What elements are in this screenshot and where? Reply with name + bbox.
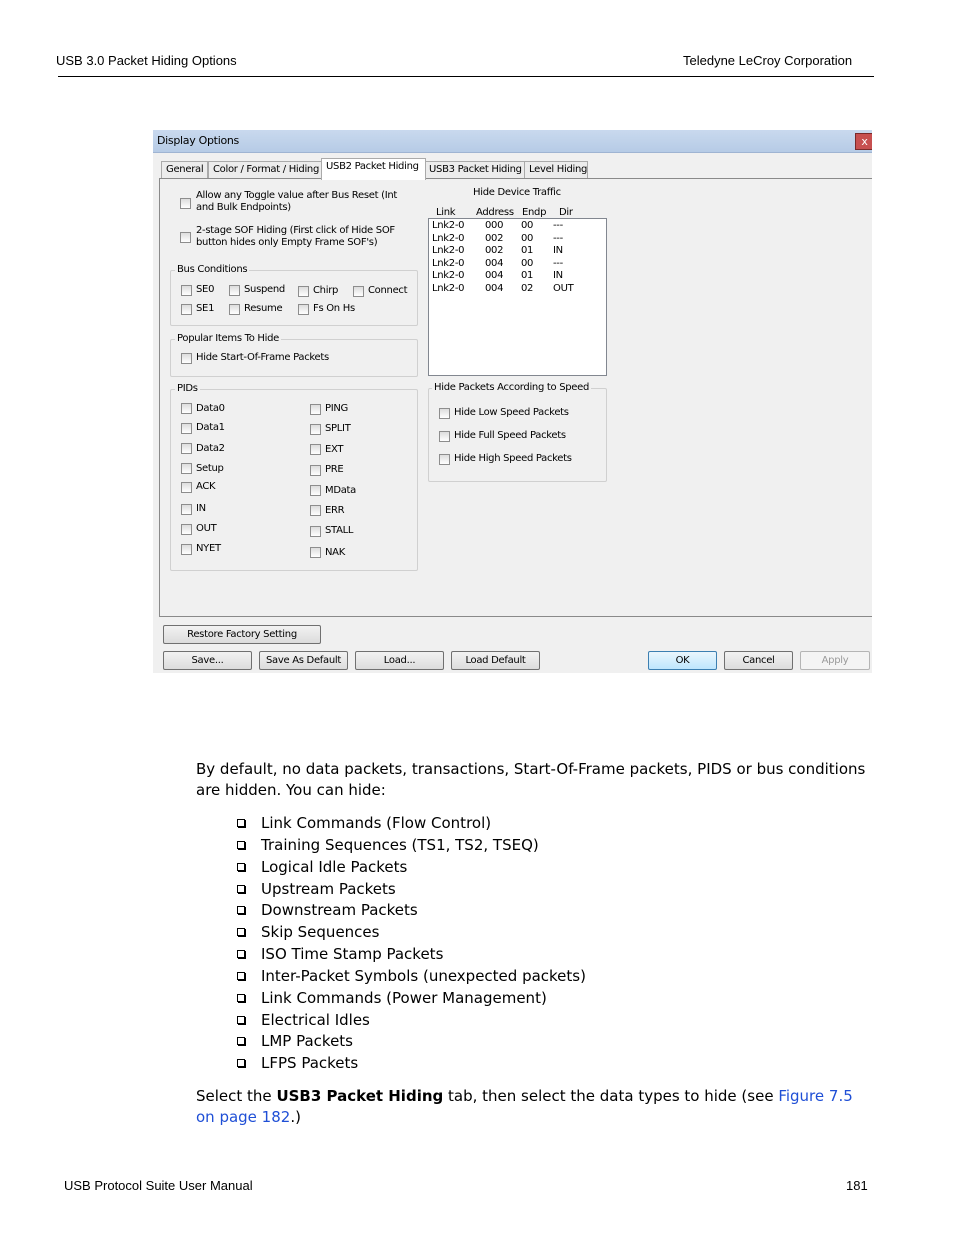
list-item-link: Lnk2-0 xyxy=(432,258,465,269)
bullet-icon xyxy=(237,1016,245,1024)
bullet-icon xyxy=(237,1059,245,1067)
list-item-endp: 02 xyxy=(521,283,534,294)
data2-checkbox[interactable] xyxy=(181,443,192,454)
ack-label: ACK xyxy=(196,481,216,492)
list-item-link: Lnk2-0 xyxy=(432,220,465,231)
list-item-dir: --- xyxy=(553,258,563,269)
list-item: Logical Idle Packets xyxy=(237,856,407,878)
device-traffic-title: Hide Device Traffic xyxy=(473,187,561,198)
apply-button[interactable]: Apply xyxy=(800,651,870,670)
data1-label: Data1 xyxy=(196,422,225,433)
se0-checkbox[interactable] xyxy=(181,285,192,296)
list-item-address: 002 xyxy=(485,245,504,256)
list-item: Link Commands (Power Management) xyxy=(237,987,547,1009)
tab-usb3-packet-hiding[interactable]: USB3 Packet Hiding xyxy=(424,161,526,179)
intro-paragraph: By default, no data packets, transactions, Start-Of-Frame packets, PIDS or bus conditions are hidden. You can hide: xyxy=(196,760,866,799)
chirp-checkbox[interactable] xyxy=(298,286,309,297)
list-item-dir: --- xyxy=(553,220,563,231)
hide-full-speed-checkbox[interactable] xyxy=(439,431,450,442)
bullet-icon xyxy=(237,950,245,958)
split-checkbox[interactable] xyxy=(310,424,321,435)
list-item-endp: 00 xyxy=(521,233,534,244)
out-checkbox[interactable] xyxy=(181,524,192,535)
in-label: IN xyxy=(196,503,206,514)
header-rule xyxy=(58,76,874,77)
closing-paragraph: Select the USB3 Packet Hiding tab, then select the data types to hide (see Figure 7.5 on page 182.) xyxy=(196,1087,853,1126)
running-header-right: Teledyne LeCroy Corporation xyxy=(683,53,853,68)
setup-label: Setup xyxy=(196,463,224,474)
se1-checkbox[interactable] xyxy=(181,304,192,315)
bus-conditions-title: Bus Conditions xyxy=(177,264,248,275)
nyet-label: NYET xyxy=(196,543,221,554)
popular-items-group xyxy=(170,333,418,377)
list-item-link: Lnk2-0 xyxy=(432,233,465,244)
hide-sof-checkbox[interactable] xyxy=(181,353,192,364)
nak-checkbox[interactable] xyxy=(310,547,321,558)
dialog-titlebar xyxy=(153,130,872,153)
display-options-dialog xyxy=(153,130,872,673)
speed-group xyxy=(428,382,607,482)
hide-full-speed-label: Hide Full Speed Packets xyxy=(454,430,566,441)
list-item-address: 002 xyxy=(485,233,504,244)
chirp-label: Chirp xyxy=(313,285,339,296)
list-item-address: 004 xyxy=(485,283,504,294)
cancel-button[interactable]: Cancel xyxy=(724,651,793,670)
list-item: Link Commands (Flow Control) xyxy=(237,812,491,834)
pre-checkbox[interactable] xyxy=(310,465,321,476)
data2-label: Data2 xyxy=(196,443,225,454)
pids-group xyxy=(170,383,418,571)
list-item: Electrical Idles xyxy=(237,1009,370,1031)
tab-pane xyxy=(159,178,872,617)
setup-checkbox[interactable] xyxy=(181,463,192,474)
bus-conditions-group xyxy=(170,264,418,326)
stall-checkbox[interactable] xyxy=(310,526,321,537)
tab-general[interactable]: General xyxy=(161,161,208,179)
out-label: OUT xyxy=(196,523,217,534)
pids-title: PIDs xyxy=(177,383,198,394)
tab-usb2-packet-hiding[interactable]: USB2 Packet Hiding xyxy=(321,158,426,180)
pre-label: PRE xyxy=(325,464,344,475)
list-item-link: Lnk2-0 xyxy=(432,245,465,256)
dialog-title: Display Options xyxy=(157,134,239,147)
col-link: Link xyxy=(436,207,456,218)
nak-label: NAK xyxy=(325,547,345,558)
list-item: LFPS Packets xyxy=(237,1052,358,1074)
stall-label: STALL xyxy=(325,525,354,536)
connect-checkbox[interactable] xyxy=(353,286,364,297)
resume-label: Resume xyxy=(244,303,283,314)
list-item: Inter-Packet Symbols (unexpected packets) xyxy=(237,965,586,987)
running-header-left: USB 3.0 Packet Hiding Options xyxy=(56,53,237,68)
load-default-button[interactable]: Load Default xyxy=(451,651,540,670)
data0-checkbox[interactable] xyxy=(181,403,192,414)
suspend-checkbox[interactable] xyxy=(229,285,240,296)
ack-checkbox[interactable] xyxy=(181,482,192,493)
allow-toggle-label: Allow any Toggle value after Bus Reset (Int and Bulk Endpoints) xyxy=(196,190,398,213)
list-item: LMP Packets xyxy=(237,1030,353,1052)
col-dir: Dir xyxy=(559,207,573,218)
nyet-checkbox[interactable] xyxy=(181,544,192,555)
list-item-endp: 01 xyxy=(521,245,534,256)
list-item: Downstream Packets xyxy=(237,899,418,921)
ok-button[interactable]: OK xyxy=(648,651,717,670)
save-button[interactable]: Save... xyxy=(163,651,252,670)
list-item-address: 000 xyxy=(485,220,504,231)
bullet-icon xyxy=(237,819,245,827)
bullet-icon xyxy=(237,1037,245,1045)
list-item-link: Lnk2-0 xyxy=(432,270,465,281)
ext-checkbox[interactable] xyxy=(310,444,321,455)
close-icon[interactable]: x xyxy=(855,133,872,150)
list-item-endp: 01 xyxy=(521,270,534,281)
list-item: ISO Time Stamp Packets xyxy=(237,943,443,965)
tab-level-hiding[interactable]: Level Hiding xyxy=(524,161,588,179)
save-as-default-button[interactable]: Save As Default xyxy=(259,651,348,670)
err-checkbox[interactable] xyxy=(310,505,321,516)
list-item-dir: --- xyxy=(553,233,563,244)
hide-high-speed-label: Hide High Speed Packets xyxy=(454,453,572,464)
bullet-icon xyxy=(237,841,245,849)
two-stage-sof-label: 2-stage SOF Hiding (First click of Hide SOF button hides only Empty Frame SOF's) xyxy=(196,225,395,248)
split-label: SPLIT xyxy=(325,423,351,434)
data1-checkbox[interactable] xyxy=(181,423,192,434)
col-address: Address xyxy=(476,207,514,218)
footer-title: USB Protocol Suite User Manual xyxy=(64,1178,253,1193)
page-number: 181 xyxy=(846,1178,868,1193)
ping-label: PING xyxy=(325,403,349,414)
hide-low-speed-label: Hide Low Speed Packets xyxy=(454,407,569,418)
mdata-label: MData xyxy=(325,485,357,496)
list-item-dir: OUT xyxy=(553,283,574,294)
two-stage-sof-checkbox[interactable] xyxy=(180,232,191,243)
list-item: Training Sequences (TS1, TS2, TSEQ) xyxy=(237,834,539,856)
bullet-icon xyxy=(237,885,245,893)
bullet-icon xyxy=(237,928,245,936)
mdata-checkbox[interactable] xyxy=(310,485,321,496)
col-endp: Endp xyxy=(522,207,547,218)
list-item-endp: 00 xyxy=(521,258,534,269)
tab-color-format-hiding[interactable]: Color / Format / Hiding xyxy=(208,161,322,179)
ping-checkbox[interactable] xyxy=(310,404,321,415)
ext-label: EXT xyxy=(325,444,344,455)
bullet-icon xyxy=(237,863,245,871)
resume-checkbox[interactable] xyxy=(229,304,240,315)
bullet-icon xyxy=(237,972,245,980)
usb3-tab-reference: USB3 Packet Hiding xyxy=(276,1087,444,1105)
device-traffic-list[interactable] xyxy=(428,218,607,376)
hide-high-speed-checkbox[interactable] xyxy=(439,454,450,465)
suspend-label: Suspend xyxy=(244,284,285,295)
list-item-endp: 00 xyxy=(521,220,534,231)
load-button[interactable]: Load... xyxy=(355,651,444,670)
list-item-address: 004 xyxy=(485,258,504,269)
restore-factory-button[interactable]: Restore Factory Setting xyxy=(163,625,321,644)
connect-label: Connect xyxy=(368,285,408,296)
err-label: ERR xyxy=(325,505,345,516)
in-checkbox[interactable] xyxy=(181,504,192,515)
se1-label: SE1 xyxy=(196,303,215,314)
se0-label: SE0 xyxy=(196,284,215,295)
fs-on-hs-checkbox[interactable] xyxy=(298,304,309,315)
data0-label: Data0 xyxy=(196,403,225,414)
popular-items-title: Popular Items To Hide xyxy=(177,333,280,344)
bullet-icon xyxy=(237,906,245,914)
allow-toggle-checkbox[interactable] xyxy=(180,198,191,209)
speed-group-title: Hide Packets According to Speed xyxy=(434,382,590,393)
fs-on-hs-label: Fs On Hs xyxy=(313,303,355,314)
list-item-dir: IN xyxy=(553,270,563,281)
list-item: Skip Sequences xyxy=(237,921,379,943)
list-item: Upstream Packets xyxy=(237,878,396,900)
list-item-link: Lnk2-0 xyxy=(432,283,465,294)
figure-link[interactable]: Figure 7.5 on page 182 xyxy=(196,1087,853,1126)
list-item-address: 004 xyxy=(485,270,504,281)
hide-sof-label: Hide Start-Of-Frame Packets xyxy=(196,352,329,363)
list-item-dir: IN xyxy=(553,245,563,256)
hide-low-speed-checkbox[interactable] xyxy=(439,408,450,419)
bullet-icon xyxy=(237,994,245,1002)
